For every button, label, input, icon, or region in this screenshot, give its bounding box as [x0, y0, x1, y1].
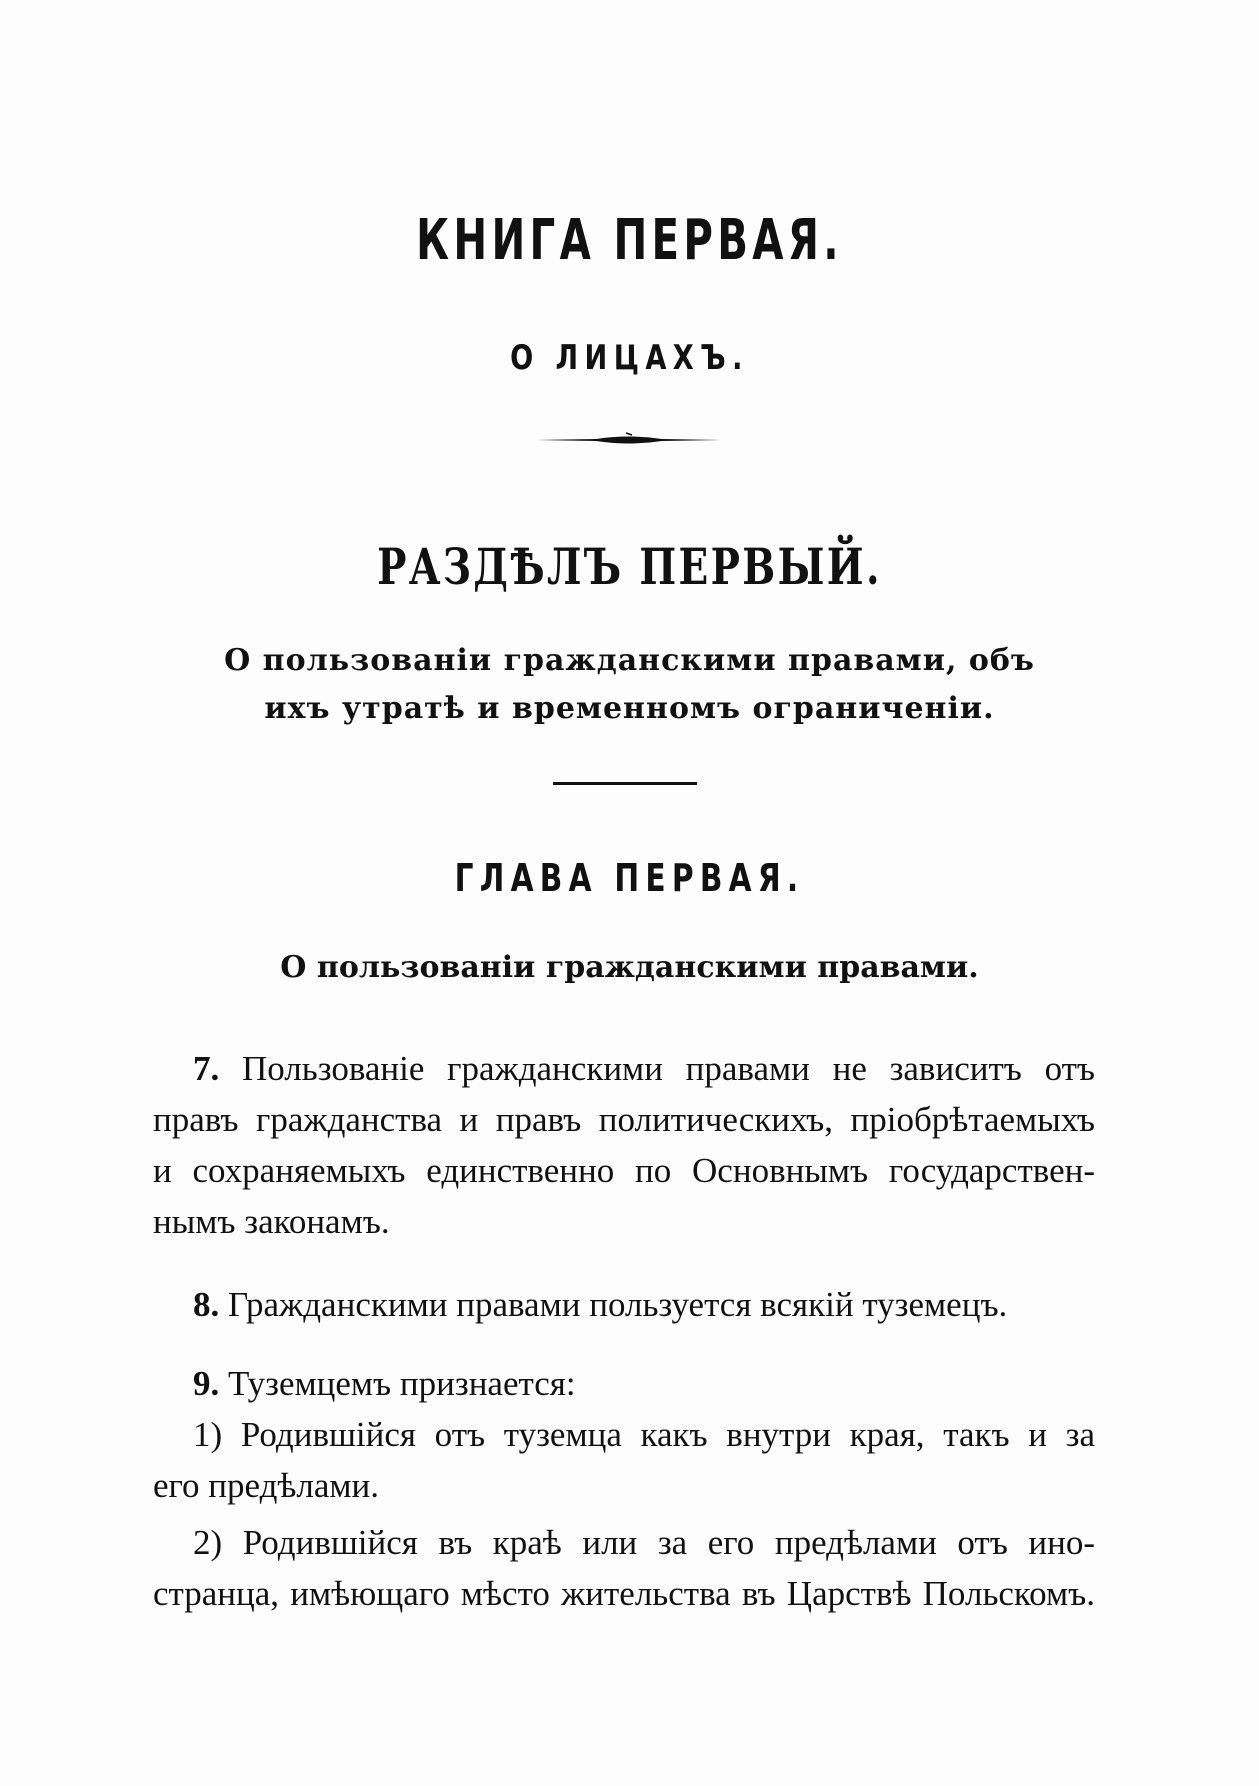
section-subtitle-line-2: ихъ утратѣ и временномъ ограниченіи. [264, 691, 995, 726]
article-7-line-3: и сохраняемыхъ единственно по Основнымъ государствен- [153, 1151, 1095, 1190]
divider-rule [553, 782, 697, 785]
article-9-item-1-line-1: 1) Родившійся отъ туземца какъ внутри края, такъ и за [193, 1415, 1095, 1454]
book-subtitle: О ЛИЦАХЪ. [510, 338, 749, 378]
article-7-line-4: нымъ законамъ. [153, 1202, 390, 1241]
article-number: 7. [193, 1049, 220, 1088]
article-9-intro: Туземцемъ признается: [228, 1364, 576, 1403]
article-number: 8. [193, 1285, 220, 1324]
article-8-line-1 [153, 1279, 1095, 1330]
article-7-line-2: правъ гражданства и правъ политическихъ, пріобрѣтаемыхъ [153, 1100, 1095, 1139]
article-9-intro-line [153, 1358, 1095, 1409]
section-title: РАЗДѢЛЪ ПЕРВЫЙ. [377, 537, 882, 596]
chapter-title: ГЛАВА ПЕРВАЯ. [454, 856, 805, 900]
article-number: 9. [193, 1364, 220, 1403]
article-9-item-1 [153, 1409, 1095, 1511]
article-7-line-1 [153, 1043, 1095, 1094]
article-9-item-1-line-2: его предѣлами. [153, 1466, 380, 1505]
section-subtitle-line-1: О пользованіи гражданскими правами, объ [224, 643, 1035, 678]
article-8-text: Гражданскими правами пользуется всякій туземецъ. [228, 1285, 1008, 1324]
section-subtitle [0, 637, 1259, 733]
chapter-subtitle: О пользованіи гражданскими правами. [280, 950, 979, 985]
article-9-item-2-line-2: странца, имѣющаго мѣсто жительства въ Царствѣ Польскомъ. [153, 1574, 1095, 1613]
article-7-text-1: Пользованіе гражданскими правами не зависитъ отъ [241, 1049, 1095, 1088]
article-8 [153, 1279, 1095, 1330]
book-title: КНИГА ПЕРВАЯ. [416, 208, 843, 273]
ornament-divider [536, 432, 722, 448]
article-9-item-2 [153, 1517, 1095, 1619]
article-9 [153, 1358, 1095, 1409]
article-9-item-2-line-1: 2) Родившійся въ краѣ или за его предѣлами отъ ино- [193, 1523, 1095, 1562]
article-7 [153, 1043, 1095, 1247]
